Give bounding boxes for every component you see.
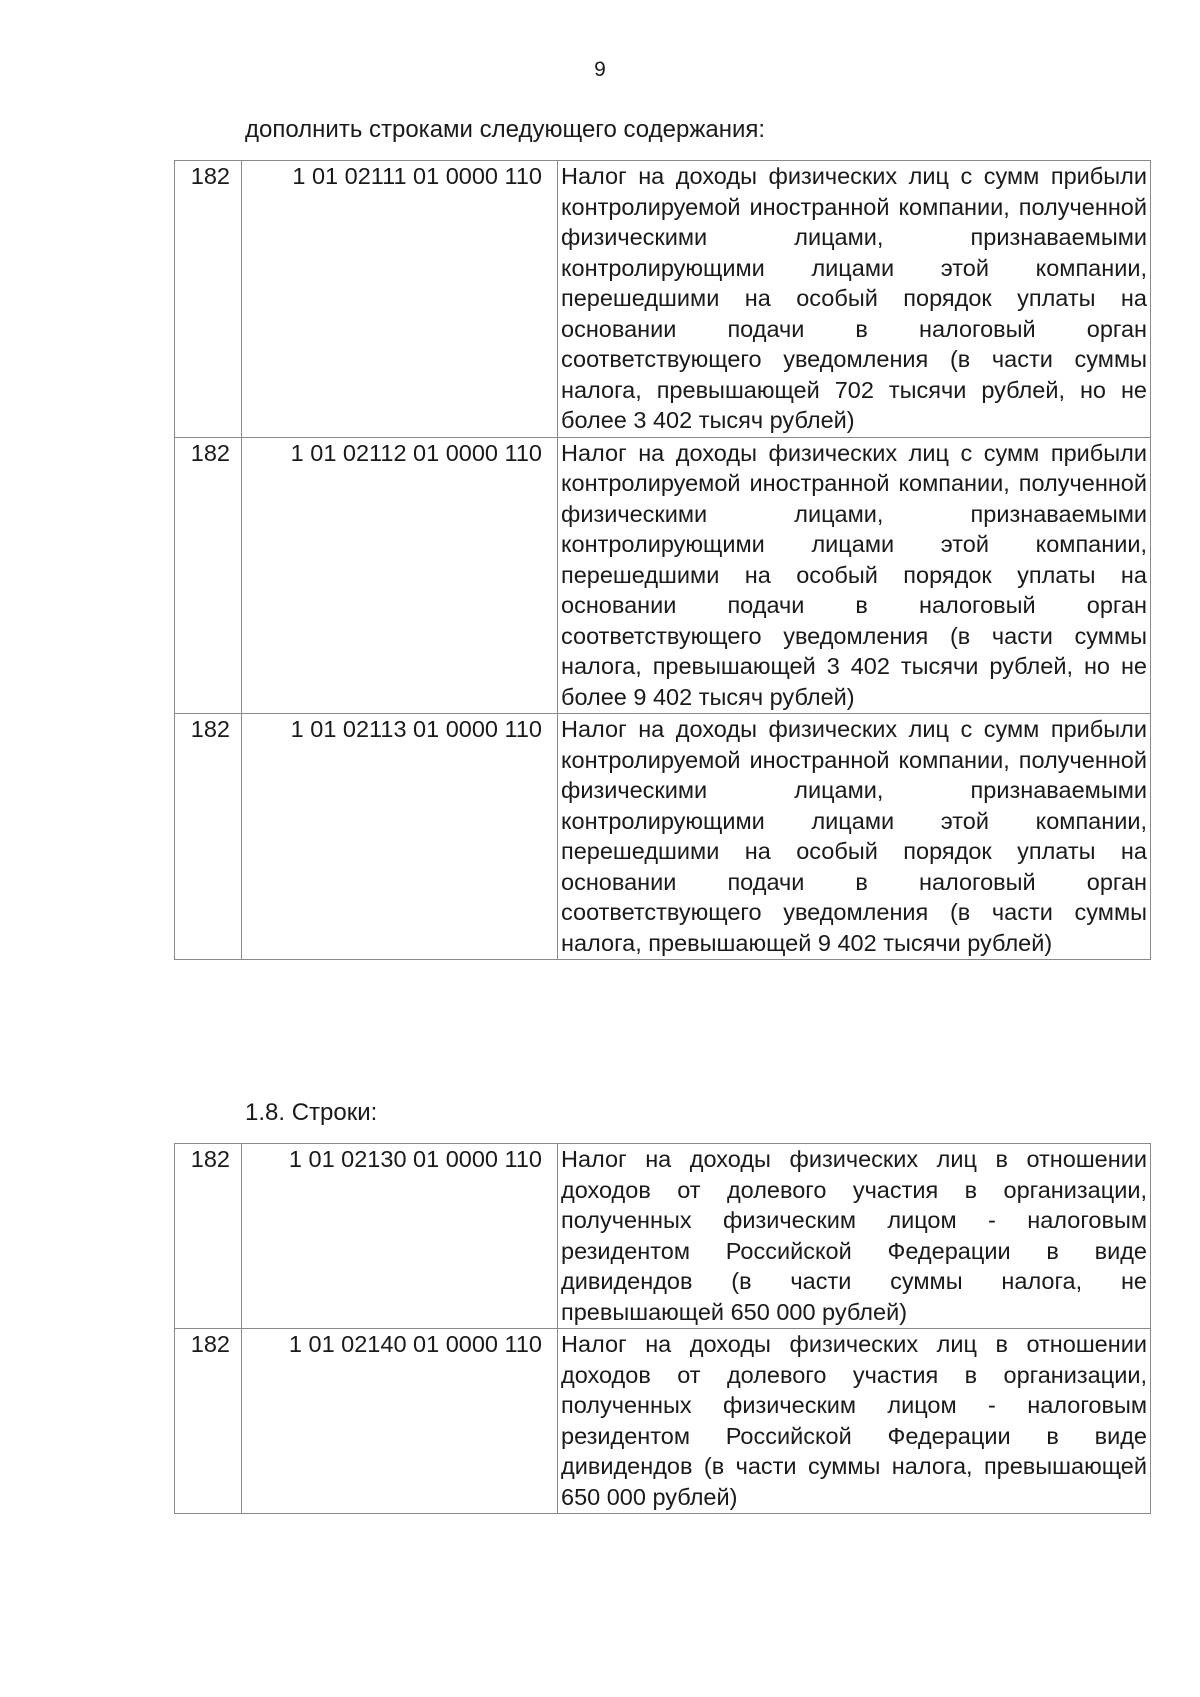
section-heading: 1.8. Строки: bbox=[245, 1099, 378, 1126]
table-row bbox=[175, 1329, 1151, 1514]
table-row bbox=[175, 161, 1151, 438]
budget-code-cell: 1 01 02130 01 0000 110 bbox=[242, 1144, 558, 1329]
intro-paragraph: дополнить строками следующего содержания: bbox=[245, 116, 766, 143]
budget-code-cell: 1 01 02111 01 0000 110 bbox=[242, 161, 558, 438]
income-name-cell: Налог на доходы физических лиц с сумм прибыли контролируемой иностранной компании, полученной физическими лицами, признаваемыми контролирующими лицами этой компании, перешедшими на особый порядок уплаты на основании подачи в налоговый орган соответствующего уведомления (в части суммы налога, превышающей 9 402 тысячи рублей) bbox=[558, 714, 1151, 960]
admin-code-cell: 182 bbox=[175, 437, 242, 714]
table-row bbox=[175, 437, 1151, 714]
income-name-cell: Налог на доходы физических лиц с сумм прибыли контролируемой иностранной компании, полученной физическими лицами, признаваемыми контролирующими лицами этой компании, перешедшими на особый порядок уплаты на основании подачи в налоговый орган соответствующего уведомления (в части суммы налога, превышающей 702 тысячи рублей, но не более 3 402 тысяч рублей) bbox=[558, 161, 1151, 438]
admin-code-cell: 182 bbox=[175, 161, 242, 438]
budget-codes-table-lines bbox=[174, 1143, 1151, 1514]
table-row bbox=[175, 714, 1151, 960]
budget-code-cell: 1 01 02112 01 0000 110 bbox=[242, 437, 558, 714]
income-name-cell: Налог на доходы физических лиц в отношении доходов от долевого участия в организации, полученных физическим лицом - налоговым резидентом Российской Федерации в виде дивидендов (в части суммы налога, превышающей 650 000 рублей) bbox=[558, 1329, 1151, 1514]
table-row bbox=[175, 1144, 1151, 1329]
income-name-cell: Налог на доходы физических лиц в отношении доходов от долевого участия в организации, полученных физическим лицом - налоговым резидентом Российской Федерации в виде дивидендов (в части суммы налога, не превышающей 650 000 рублей) bbox=[558, 1144, 1151, 1329]
admin-code-cell: 182 bbox=[175, 1329, 242, 1514]
admin-code-cell: 182 bbox=[175, 1144, 242, 1329]
page-number: 9 bbox=[594, 58, 606, 81]
budget-code-cell: 1 01 02113 01 0000 110 bbox=[242, 714, 558, 960]
budget-code-cell: 1 01 02140 01 0000 110 bbox=[242, 1329, 558, 1514]
income-name-cell: Налог на доходы физических лиц с сумм прибыли контролируемой иностранной компании, полученной физическими лицами, признаваемыми контролирующими лицами этой компании, перешедшими на особый порядок уплаты на основании подачи в налоговый орган соответствующего уведомления (в части суммы налога, превышающей 3 402 тысячи рублей, но не более 9 402 тысяч рублей) bbox=[558, 437, 1151, 714]
admin-code-cell: 182 bbox=[175, 714, 242, 960]
budget-codes-table-additions bbox=[174, 160, 1151, 960]
